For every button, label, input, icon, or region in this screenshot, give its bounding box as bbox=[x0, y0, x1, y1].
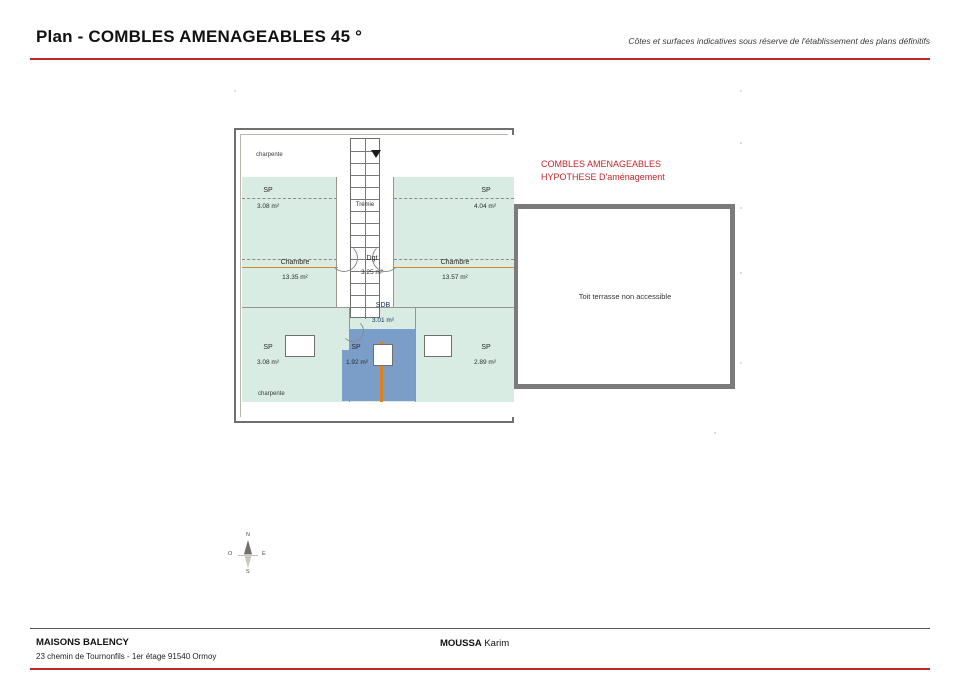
compass-needle-north-icon bbox=[244, 540, 252, 554]
room-name-sp-top-right: SP bbox=[481, 187, 491, 194]
room-name-sp-bottom-middle: SP bbox=[351, 344, 361, 351]
staircase bbox=[350, 138, 380, 318]
room-name-chambre-right: Chambre bbox=[440, 259, 470, 266]
footer-company-address: 23 chemin de Tournonfils - 1er étage 91540 Ormoy bbox=[36, 652, 217, 661]
stair-step bbox=[351, 175, 379, 176]
room-name-sdb: SDB bbox=[375, 302, 391, 309]
stair-step bbox=[351, 283, 379, 284]
room-name-chambre-left: Chambre bbox=[280, 259, 310, 266]
roof-terrace-label: Toit terrasse non accessible bbox=[578, 292, 672, 301]
room-area-sp-bottom-left: 3.08 m² bbox=[256, 359, 280, 366]
stair-handrail bbox=[365, 139, 366, 319]
floor-plan-canvas bbox=[0, 62, 960, 622]
registration-dot bbox=[740, 90, 742, 92]
room-name-sp-bottom-left: SP bbox=[263, 344, 273, 351]
separation-line bbox=[394, 198, 514, 199]
ceiling-height-line bbox=[242, 267, 338, 268]
stair-step bbox=[351, 235, 379, 236]
interior-wall bbox=[336, 177, 337, 307]
footer-company-name: MAISONS BALENCY bbox=[36, 637, 129, 648]
registration-dot bbox=[740, 142, 742, 144]
stair-step bbox=[351, 187, 379, 188]
legend-line-2: HYPOTHESE D'aménagement bbox=[541, 172, 665, 182]
window-opening bbox=[424, 335, 452, 357]
footer-client-lastname: MOUSSA bbox=[440, 638, 482, 649]
compass-east-label: E bbox=[262, 551, 266, 557]
room-area-sp-top-right: 4.04 m² bbox=[473, 203, 497, 210]
room-name-sp-bottom-right: SP bbox=[481, 344, 491, 351]
footer-divider-bottom bbox=[30, 668, 930, 670]
charpente-label-top: charpente bbox=[256, 152, 283, 158]
stair-step bbox=[351, 295, 379, 296]
room-area-sp-bottom-middle: 1.92 m² bbox=[345, 359, 369, 366]
window-opening bbox=[285, 335, 315, 357]
room-name-dgt: Dgt bbox=[366, 255, 378, 262]
room-area-dgt: 3.25 m² bbox=[360, 269, 384, 276]
separation-line bbox=[242, 198, 337, 199]
interior-wall bbox=[415, 307, 416, 402]
header-divider bbox=[30, 58, 930, 60]
registration-dot bbox=[740, 272, 742, 274]
compass-rose bbox=[222, 532, 270, 580]
footer-client bbox=[440, 638, 509, 649]
interior-wall bbox=[393, 177, 394, 307]
plan-legend bbox=[541, 158, 665, 184]
compass-north-label: N bbox=[246, 532, 250, 538]
page-title: Plan - COMBLES AMENAGEABLES 45 ° bbox=[36, 27, 363, 46]
registration-dot bbox=[234, 90, 236, 92]
room-name-sp-top-left: SP bbox=[263, 187, 273, 194]
compass-needle-south-icon bbox=[244, 554, 252, 568]
registration-dot bbox=[740, 207, 742, 209]
compass-west-label: O bbox=[228, 551, 233, 557]
header-disclaimer: Côtes et surfaces indicatives sous réserve de l'établissement des plans définitifs bbox=[628, 36, 930, 46]
stair-direction-arrow bbox=[371, 150, 381, 158]
stair-step bbox=[351, 199, 379, 200]
compass-south-label: S bbox=[246, 569, 250, 575]
room-area-chambre-right: 13.57 m² bbox=[442, 274, 468, 281]
stair-step bbox=[351, 223, 379, 224]
room-area-sp-bottom-right: 2.89 m² bbox=[473, 359, 497, 366]
stair-step bbox=[351, 163, 379, 164]
footer-divider-top bbox=[30, 628, 930, 629]
registration-dot bbox=[714, 432, 716, 434]
room-area-sp-top-left: 3.08 m² bbox=[256, 203, 280, 210]
charpente-zone-bottom bbox=[241, 402, 515, 417]
page-header bbox=[0, 0, 960, 62]
stair-step bbox=[351, 211, 379, 212]
legend-line-1: COMBLES AMENAGEABLES bbox=[541, 159, 662, 169]
charpente-label-bottom: charpente bbox=[258, 391, 285, 397]
ceiling-height-line bbox=[394, 267, 514, 268]
room-area-chambre-left: 13.35 m² bbox=[282, 274, 308, 281]
treme-label: Trémie bbox=[355, 202, 375, 208]
room-area-sdb: 3.01 m² bbox=[371, 317, 395, 324]
registration-dot bbox=[740, 362, 742, 364]
footer-client-firstname: Karim bbox=[484, 638, 510, 649]
